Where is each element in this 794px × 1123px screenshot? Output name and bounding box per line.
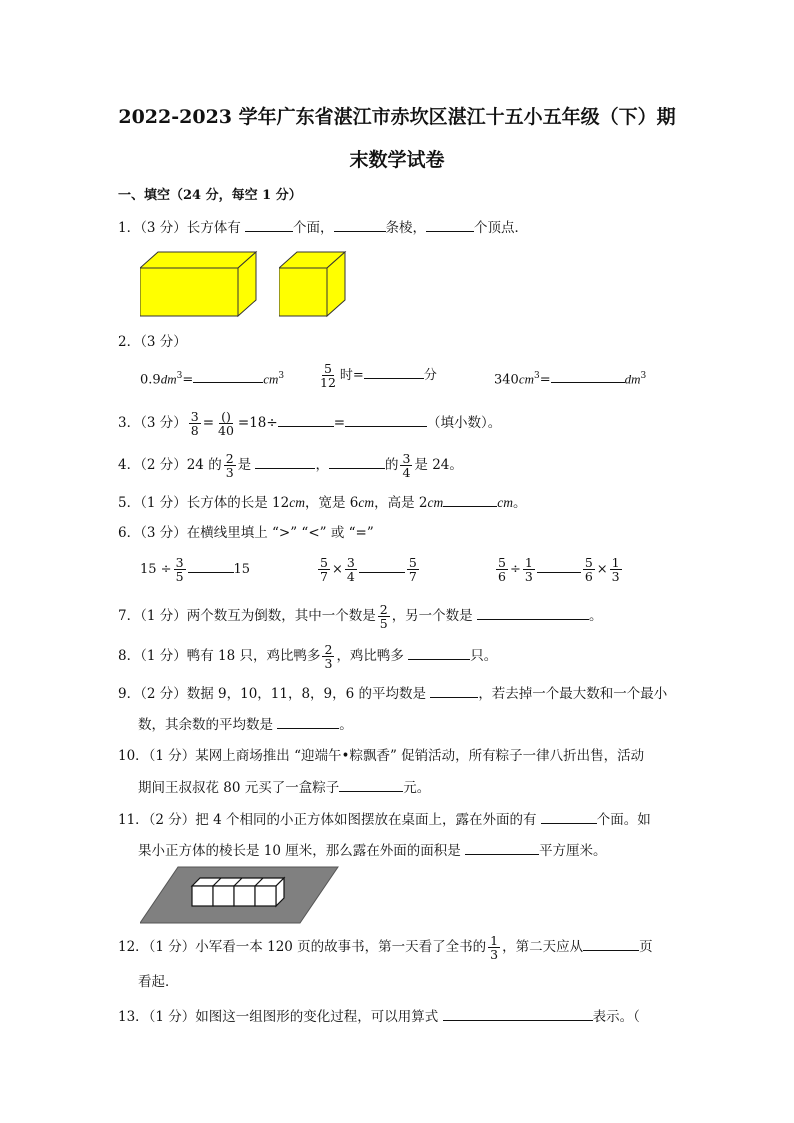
answer-blank[interactable] <box>477 605 589 620</box>
cuboid-figure <box>140 250 260 318</box>
question-4: 4．（2 分）24 的 $\frac{2}{3}$ 是 ， 的 $\frac{3}{4}$ 是 24。 <box>118 451 463 480</box>
answer-blank[interactable] <box>278 412 334 427</box>
cubes-on-table-figure <box>140 865 340 925</box>
answer-blank[interactable] <box>359 558 405 573</box>
question-3: 3．（3 分） $\frac{3}{8}$ = $\frac{()}{40}$ =18÷ = （填小数）。 <box>118 409 502 438</box>
answer-blank[interactable] <box>193 368 263 383</box>
question-2-part-b: $\frac{5}{12}$ 时= 分 <box>320 361 437 390</box>
answer-blank[interactable] <box>537 558 581 573</box>
cube-figure <box>279 250 349 318</box>
answer-blank[interactable] <box>408 645 470 660</box>
answer-blank[interactable] <box>255 454 315 469</box>
question-8: 8．（1 分）鸭有 18 只，鸡比鸭多 $\frac{2}{3}$ ，鸡比鸭多 只。 <box>118 642 498 671</box>
question-5: 5．（1 分）长方体的长是 12cm，宽是 6cm，高是 2cm cm。 <box>118 492 526 513</box>
question-12-line2: 看起． <box>138 974 179 990</box>
question-12-line1: 12．（1 分）小军看一本 120 页的故事书，第一天看了全书的 $\frac{1}{3}$ ，第二天应从 页 <box>118 933 653 962</box>
question-6-expr-2: $\frac{5}{7}$ × $\frac{3}{4}$ $\frac{5}{7}$ <box>320 555 417 584</box>
question-9-line1: 9．（2 分）数据 9，10，11，8，9，6 的平均数是 ，若去掉一个最大数和一个最小 <box>118 683 667 704</box>
question-7: 7．（1 分）两个数互为倒数，其中一个数是 $\frac{2}{5}$ ，另一个数是 。 <box>118 602 603 631</box>
section-heading: 一、填空（24 分，每空 1 分） <box>118 188 302 203</box>
question-6-expr-3: $\frac{5}{6}$ ÷ $\frac{1}{3}$ $\frac{5}{6}$ × $\frac{1}{3}$ <box>498 555 620 584</box>
exam-title-line1: 2022-2023 学年广东省湛江市赤坎区湛江十五小五年级（下）期 <box>118 106 676 128</box>
question-9-line2: 数，其余数的平均数是 。 <box>138 714 353 735</box>
answer-blank[interactable] <box>339 777 403 792</box>
answer-blank[interactable] <box>245 217 293 232</box>
answer-blank[interactable] <box>430 683 478 698</box>
question-2-part-a: $0.9dm^3= cm^3$ <box>140 366 284 390</box>
answer-blank[interactable] <box>583 936 639 951</box>
answer-blank[interactable] <box>188 558 234 573</box>
question-11-line1: 11．（2 分）把 4 个相同的小正方体如图摆放在桌面上，露在外面的有 个面。如 <box>118 809 651 830</box>
question-10-line2: 期间王叔叔花 80 元买了一盒粽子 元。 <box>138 777 430 798</box>
question-1: 1．（3 分）长方体有 个面， 条棱， 个顶点． <box>118 217 528 238</box>
question-6-label: 6．（3 分）在横线里填上 “>” “<” 或 “=” <box>118 525 374 541</box>
answer-blank[interactable] <box>329 454 385 469</box>
question-6-expr-1: 15 ÷ $\frac{3}{5}$ 15 <box>140 555 251 584</box>
answer-blank[interactable] <box>465 840 539 855</box>
exam-title-line2: 末数学试卷 <box>349 149 445 171</box>
question-13-line1: 13．（1 分）如图这一组图形的变化过程，可以用算式 表示。（ <box>118 1006 640 1027</box>
answer-blank[interactable] <box>277 714 339 729</box>
question-2-label: 2．（3 分） <box>118 334 187 350</box>
question-2-part-c: $340cm^3= dm^3$ <box>494 366 646 390</box>
question-10-line1: 10．（1 分）某网上商场推出 “迎端午•粽飘香” 促销活动，所有粽子一律八折出售，活动 <box>118 748 645 764</box>
answer-blank[interactable] <box>364 364 424 379</box>
question-11-line2: 果小正方体的棱长是 10 厘米，那么露在外面的面积是 平方厘米。 <box>138 840 607 861</box>
answer-blank[interactable] <box>541 809 597 824</box>
answer-blank[interactable] <box>334 217 386 232</box>
answer-blank[interactable] <box>443 1006 593 1021</box>
answer-blank[interactable] <box>551 368 625 383</box>
answer-blank[interactable] <box>345 412 427 427</box>
answer-blank[interactable] <box>443 492 497 507</box>
answer-blank[interactable] <box>426 217 474 232</box>
